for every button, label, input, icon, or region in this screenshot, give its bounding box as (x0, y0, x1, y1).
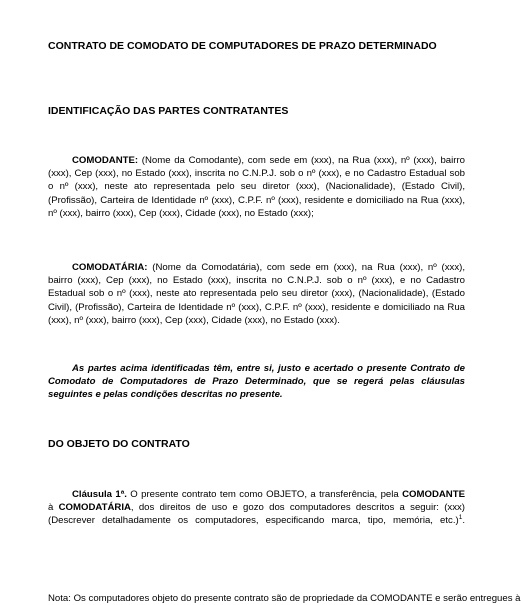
comodataria-text: (Nome da Comodatária), com sede em (xxx), na Rua (xxx), nº (xxx), bairro (xxx), Cep (xxx), no Estado (xxx), inscrita no C.N.P.J. sob o nº (xxx), e no Cadastro Estadual sob o nº (xxx), neste ato representada pelo seu diretor (xxx), (Nacionalidade), (Estado Civil), (Profissão), Carteira de Identidade nº (xxx), C.P.F. nº (xxx), residente e domiciliado na Rua (xxx), nº (xxx), bairro (xxx), Cep (xxx), Cidade (xxx), no Estado (xxx). (48, 262, 465, 326)
comodante-text: (Nome da Comodante), com sede em (xxx), na Rua (xxx), nº (xxx), bairro (xxx), Cep (xxx), no Estado (xxx), inscrita no C.N.P.J. sob o nº (xxx), e no Cadastro Estadual sob o nº (xxx), neste ato representada pelo seu diretor (xxx), (Nacionalidade), (Estado Civil), (Profissão), Carteira de Identidade nº (xxx), C.P.F. nº (xxx), residente e domiciliado na Rua (xxx), nº (xxx), bairro (xxx), Cep (xxx), Cidade (xxx), no Estado (xxx); (48, 155, 465, 219)
paragraph-comodataria (48, 261, 465, 327)
paragraph-clausula-1 (48, 488, 465, 528)
comodante-label: COMODANTE: (72, 155, 139, 166)
cutoff-line: Nota: Os computadores objeto do presente contrato são de propriedade da COMODANTE e serão entregues à (48, 593, 521, 604)
paragraph-partes-statement: As partes acima identificadas têm, entre si, justo e acertado o presente Contrato de Comodato de Computadores de Prazo Determinado, que se regerá pelas cláusulas seguintes e pelas condições descritas no presente. (48, 363, 465, 401)
section-heading-objeto: DO OBJETO DO CONTRATO (48, 438, 190, 450)
clausula-1-label: Cláusula 1ª. (72, 489, 127, 500)
document-title: CONTRATO DE COMODATO DE COMPUTADORES DE PRAZO DETERMINADO (48, 40, 437, 52)
footnote-marker[interactable]: 1 (458, 514, 463, 522)
clausula-1-comodataria: COMODATÁRIA (58, 502, 131, 514)
clausula-1-text-b: à (48, 502, 59, 514)
clausula-1-comodante: COMODANTE (402, 489, 465, 500)
clausula-1-text-d: . (462, 515, 465, 527)
clausula-1-text-c: , dos direitos de uso e gozo dos computadores descritos a seguir: (xxx) (Descrever detalhadamente os computadores, especificando marca, tipo, memória, etc.) (48, 502, 465, 527)
clausula-1-text-a: O presente contrato tem como OBJETO, a transferência, pela (126, 489, 403, 500)
comodataria-label: COMODATÁRIA: (72, 262, 148, 273)
paragraph-comodante (48, 154, 465, 220)
section-heading-identification: IDENTIFICAÇÃO DAS PARTES CONTRATANTES (48, 105, 289, 117)
